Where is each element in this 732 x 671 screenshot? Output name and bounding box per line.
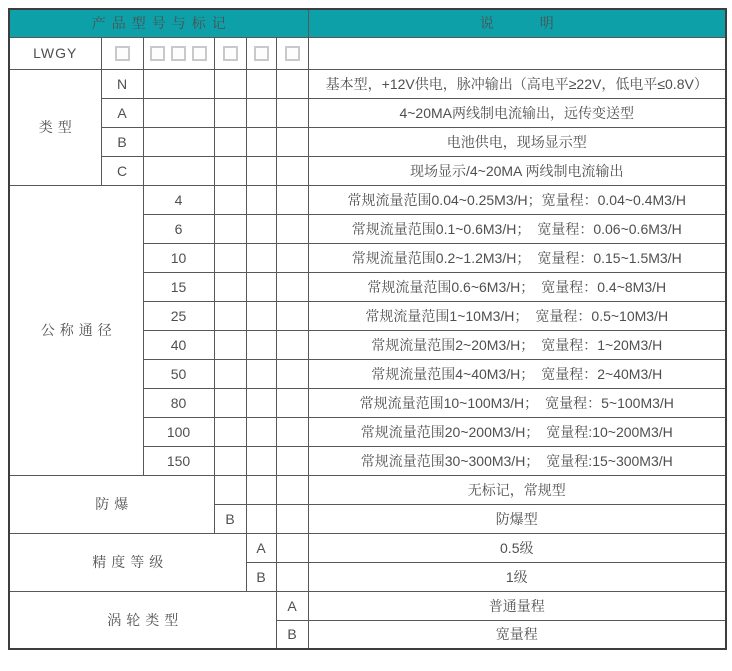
code-cell: 4 xyxy=(143,185,214,214)
empty-cell xyxy=(214,185,246,214)
description-cell: 宽量程 xyxy=(308,620,726,649)
section-label-explosion-proof: 防爆 xyxy=(9,475,214,533)
section-label-turbine-type: 涡轮类型 xyxy=(9,591,276,649)
model-header-cell: 产品型号与标记 xyxy=(9,9,308,37)
placeholder-box-icon xyxy=(223,46,238,61)
empty-cell xyxy=(276,533,308,562)
empty-cell xyxy=(276,388,308,417)
empty-cell xyxy=(276,330,308,359)
empty-cell xyxy=(276,185,308,214)
description-cell: 常规流量范围20~200M3/H； 宽量程:10~200M3/H xyxy=(308,417,726,446)
description-cell: 常规流量范围4~40M3/H； 宽量程：2~40M3/H xyxy=(308,359,726,388)
empty-cell xyxy=(276,69,308,98)
code-cell: A xyxy=(276,591,308,620)
code-cell: 25 xyxy=(143,301,214,330)
empty-cell xyxy=(214,127,246,156)
empty-cell xyxy=(246,214,276,243)
description-cell: 常规流量范围1~10M3/H； 宽量程：0.5~10M3/H xyxy=(308,301,726,330)
empty-cell xyxy=(276,504,308,533)
empty-cell xyxy=(246,330,276,359)
empty-cell xyxy=(246,243,276,272)
description-cell: 常规流量范围10~100M3/H； 宽量程：5~100M3/H xyxy=(308,388,726,417)
placeholder-box-icon xyxy=(254,46,269,61)
empty-cell xyxy=(276,475,308,504)
empty-cell xyxy=(276,446,308,475)
code-cell: 100 xyxy=(143,417,214,446)
description-header-cell: 说 明 xyxy=(308,9,726,37)
empty-cell xyxy=(276,156,308,185)
description-cell: 电池供电，现场显示型 xyxy=(308,127,726,156)
code-cell: B xyxy=(246,562,276,591)
empty-cell xyxy=(214,359,246,388)
description-cell: 普通量程 xyxy=(308,591,726,620)
section-label-type: 类型 xyxy=(9,69,101,185)
empty-cell xyxy=(214,69,246,98)
code-cell: 40 xyxy=(143,330,214,359)
placeholder-box-icon xyxy=(150,46,165,61)
empty-cell xyxy=(246,359,276,388)
description-cell: 0.5级 xyxy=(308,533,726,562)
description-cell: 常规流量范围0.2~1.2M3/H； 宽量程：0.15~1.5M3/H xyxy=(308,243,726,272)
empty-cell xyxy=(246,446,276,475)
empty-cell xyxy=(276,562,308,591)
placeholder-box-icon xyxy=(192,46,207,61)
description-cell: 现场显示/4~20MA 两线制电流输出 xyxy=(308,156,726,185)
section-label-diameter: 公称通径 xyxy=(9,185,143,475)
description-cell: 常规流量范围30~300M3/H； 宽量程:15~300M3/H xyxy=(308,446,726,475)
empty-cell xyxy=(214,446,246,475)
empty-cell xyxy=(246,69,276,98)
description-cell: 防爆型 xyxy=(308,504,726,533)
section-label-accuracy: 精度等级 xyxy=(9,533,246,591)
empty-cell xyxy=(214,98,246,127)
empty-cell xyxy=(143,98,214,127)
empty-cell xyxy=(214,301,246,330)
placeholder-box-icon xyxy=(115,46,130,61)
code-cell: 15 xyxy=(143,272,214,301)
code-cell: A xyxy=(246,533,276,562)
empty-cell xyxy=(214,214,246,243)
description-cell: 常规流量范围0.1~0.6M3/H； 宽量程：0.06~0.6M3/H xyxy=(308,214,726,243)
model-name-cell: LWGY xyxy=(9,37,101,69)
empty-cell xyxy=(214,330,246,359)
empty-cell xyxy=(276,359,308,388)
code-cell: 80 xyxy=(143,388,214,417)
empty-cell xyxy=(246,504,276,533)
code-cell: B xyxy=(214,504,246,533)
empty-cell xyxy=(246,272,276,301)
code-cell: C xyxy=(101,156,143,185)
description-cell: 基本型，+12V供电，脉冲输出（高电平≥22V，低电平≤0.8V） xyxy=(308,69,726,98)
empty-cell xyxy=(246,475,276,504)
empty-cell xyxy=(143,156,214,185)
empty-cell xyxy=(214,417,246,446)
mark-box-cell xyxy=(143,37,214,69)
code-cell: B xyxy=(276,620,308,649)
empty-cell xyxy=(276,272,308,301)
code-cell: 50 xyxy=(143,359,214,388)
empty-cell xyxy=(276,127,308,156)
code-cell: B xyxy=(101,127,143,156)
empty-cell xyxy=(276,417,308,446)
code-cell xyxy=(214,475,246,504)
empty-cell xyxy=(276,301,308,330)
empty-cell xyxy=(143,127,214,156)
empty-cell xyxy=(276,214,308,243)
empty-cell xyxy=(246,98,276,127)
description-cell: 常规流量范围0.04~0.25M3/H；宽量程：0.04~0.4M3/H xyxy=(308,185,726,214)
mark-box-cell xyxy=(276,37,308,69)
empty-cell xyxy=(246,156,276,185)
code-cell: 10 xyxy=(143,243,214,272)
model-selection-table xyxy=(8,8,727,650)
description-cell: 4~20MA两线制电流输出，远传变送型 xyxy=(308,98,726,127)
code-cell: 150 xyxy=(143,446,214,475)
code-cell: 6 xyxy=(143,214,214,243)
empty-cell xyxy=(276,243,308,272)
empty-cell xyxy=(246,185,276,214)
description-cell: 无标记，常规型 xyxy=(308,475,726,504)
empty-cell xyxy=(214,388,246,417)
mark-box-cell xyxy=(214,37,246,69)
empty-description-cell xyxy=(308,37,726,69)
empty-cell xyxy=(143,69,214,98)
empty-cell xyxy=(246,388,276,417)
code-cell: N xyxy=(101,69,143,98)
mark-box-cell xyxy=(246,37,276,69)
mark-box-cell xyxy=(101,37,143,69)
empty-cell xyxy=(246,417,276,446)
description-cell: 1级 xyxy=(308,562,726,591)
empty-cell xyxy=(246,127,276,156)
placeholder-box-icon xyxy=(171,46,186,61)
code-cell: A xyxy=(101,98,143,127)
empty-cell xyxy=(214,156,246,185)
description-cell: 常规流量范围0.6~6M3/H； 宽量程：0.4~8M3/H xyxy=(308,272,726,301)
empty-cell xyxy=(246,301,276,330)
empty-cell xyxy=(276,98,308,127)
description-cell: 常规流量范围2~20M3/H； 宽量程：1~20M3/H xyxy=(308,330,726,359)
empty-cell xyxy=(214,272,246,301)
empty-cell xyxy=(214,243,246,272)
placeholder-box-icon xyxy=(285,46,300,61)
